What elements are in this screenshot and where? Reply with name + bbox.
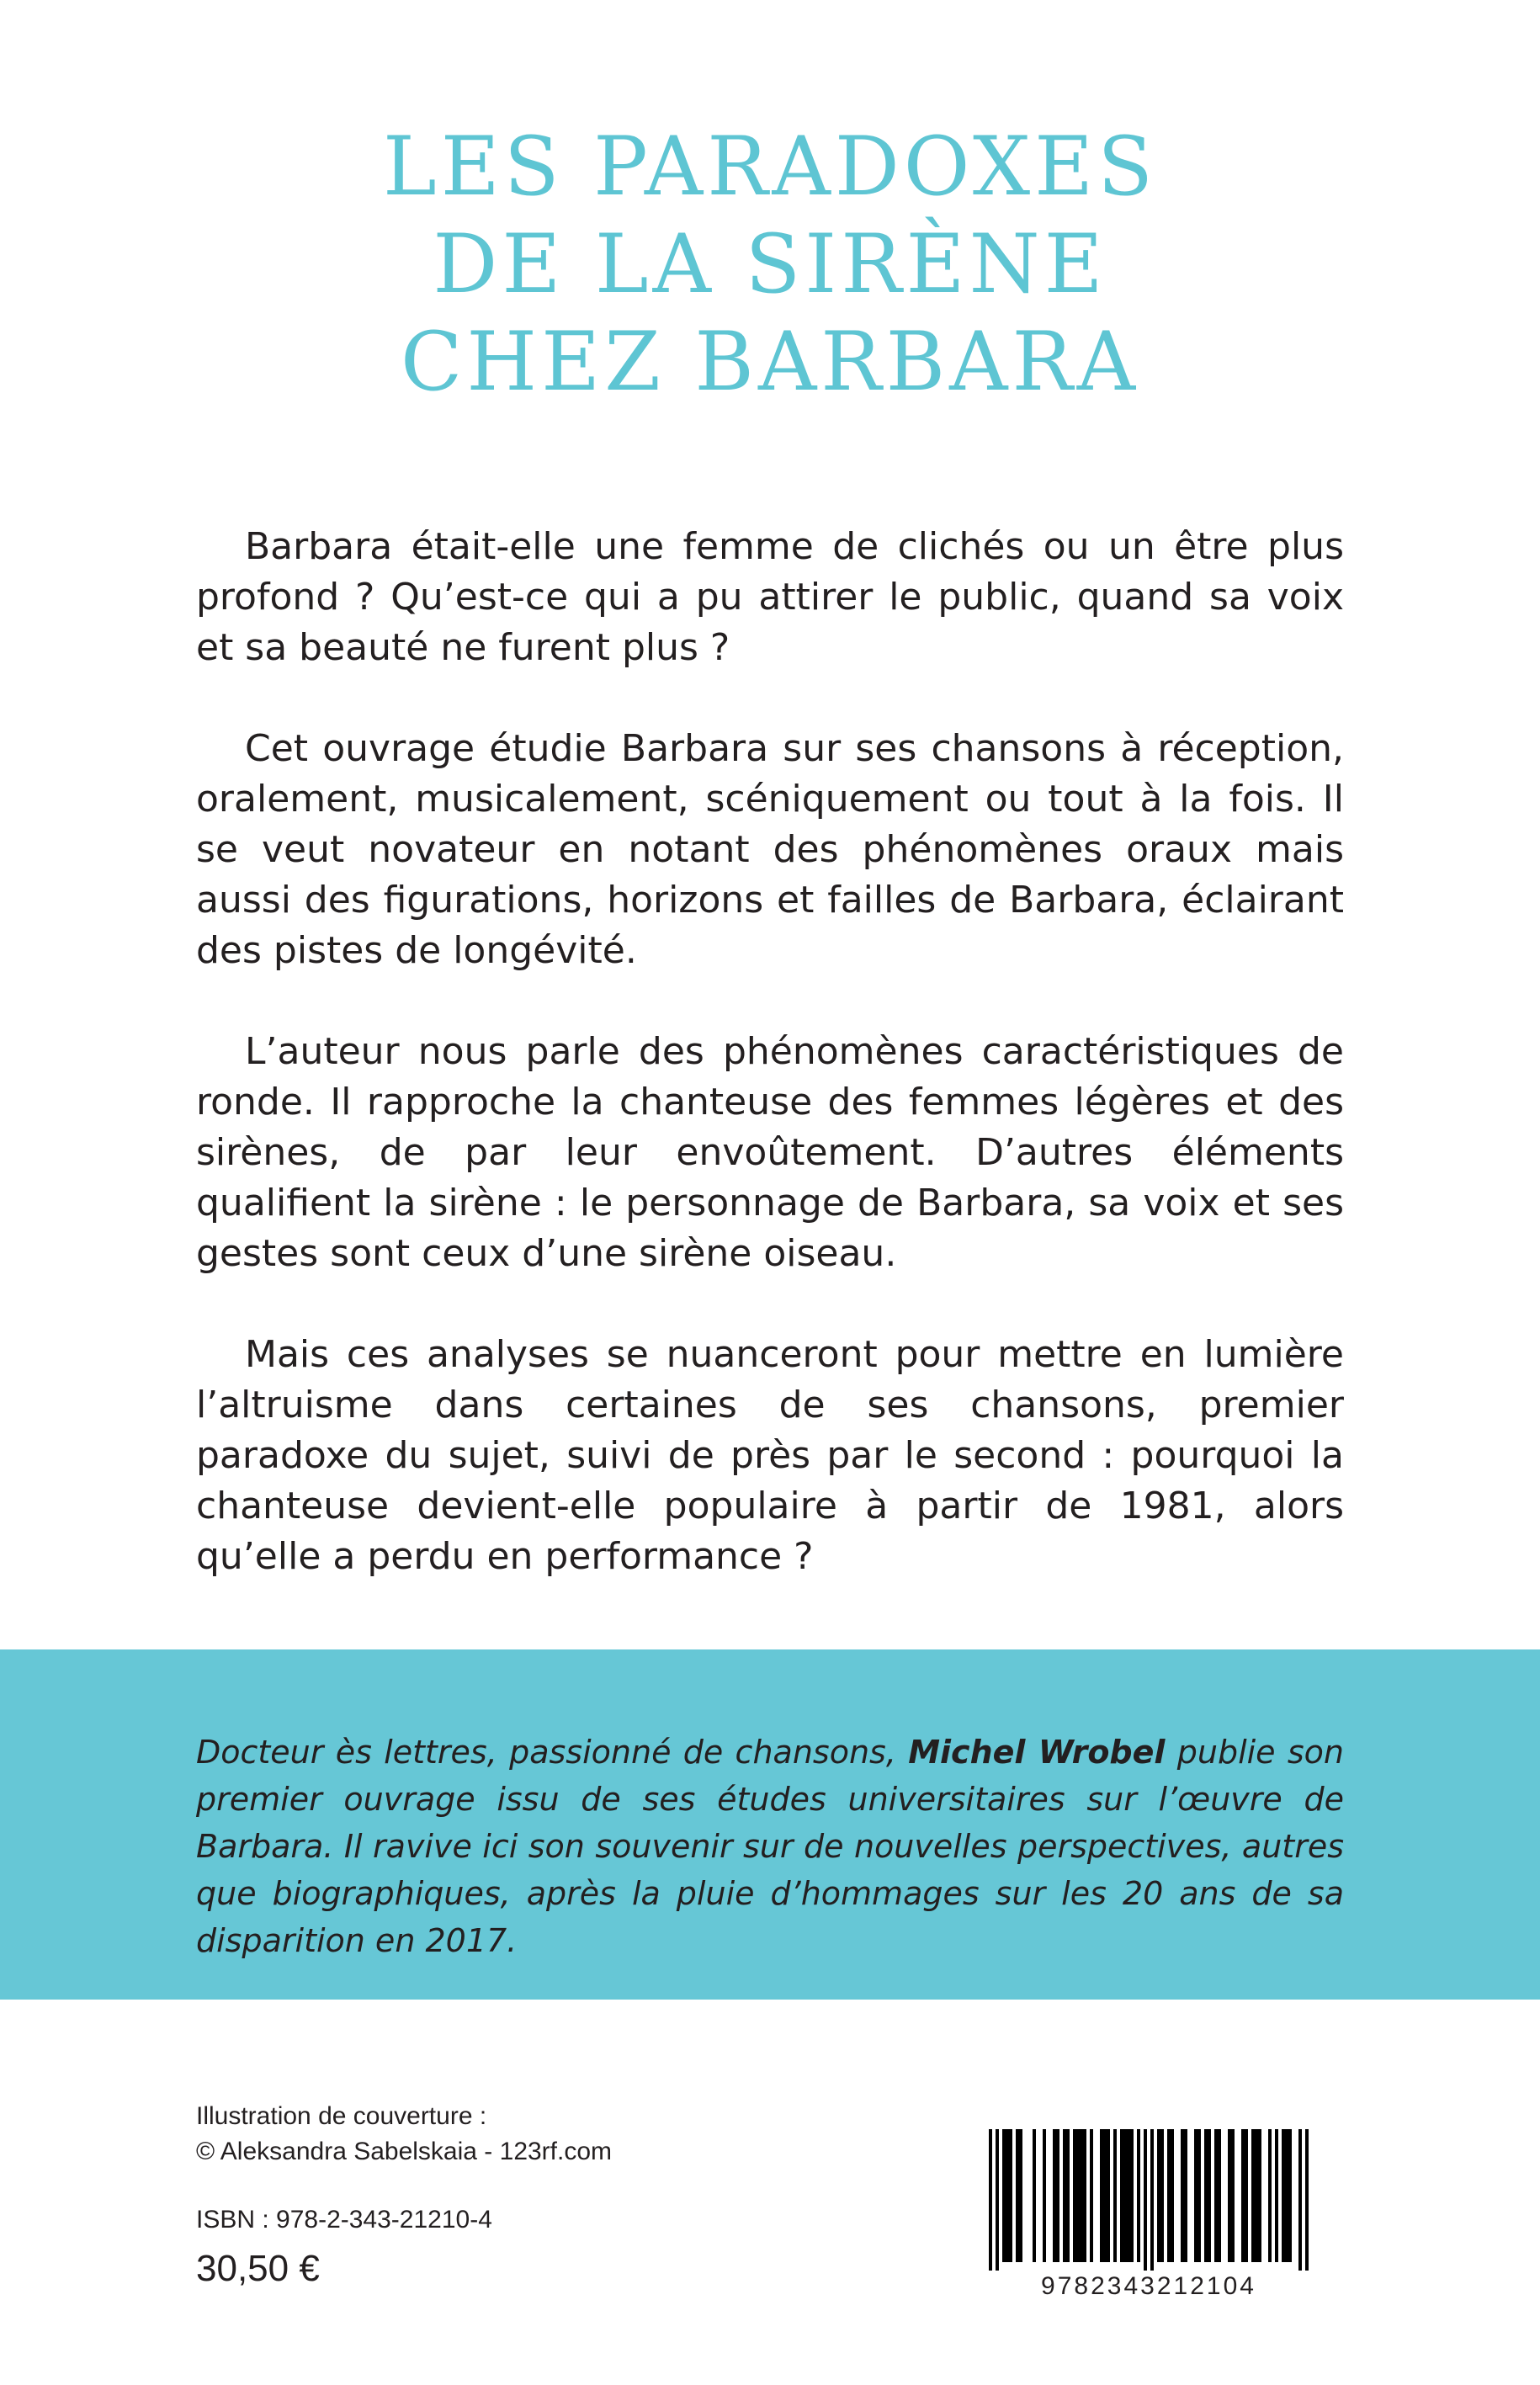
barcode-bar bbox=[1167, 2129, 1171, 2262]
barcode-bar bbox=[1144, 2129, 1147, 2271]
barcode-bar bbox=[1006, 2129, 1009, 2262]
barcode-bar bbox=[1160, 2129, 1164, 2262]
price: 30,50 € bbox=[196, 2248, 320, 2289]
barcode-bar bbox=[1043, 2129, 1046, 2262]
barcode-bar bbox=[1228, 2129, 1231, 2262]
barcode-bar bbox=[1127, 2129, 1130, 2262]
barcode-bar bbox=[1107, 2129, 1110, 2262]
barcode-bar bbox=[1009, 2129, 1012, 2262]
barcode-bar bbox=[1090, 2129, 1093, 2262]
barcode-bar bbox=[1157, 2129, 1160, 2262]
barcode-bar bbox=[1282, 2129, 1285, 2262]
barcode-bar bbox=[1255, 2129, 1258, 2262]
barcode-bar bbox=[1218, 2129, 1221, 2262]
author-name: Michel Wrobel bbox=[908, 1734, 1166, 1771]
author-bio-rest: publie son premier ouvrage issu de ses études universitaires sur l’œuvre de Barbara. Il ravive ici son souvenir sur de nouvelles perspectives, autres que biographiques, après la pluie d’hommages sur les 20 ans de sa disparition en 2017. bbox=[196, 1734, 1344, 1959]
barcode-bar bbox=[989, 2129, 992, 2271]
barcode-bar bbox=[1285, 2129, 1288, 2262]
summary-paragraph-1: Barbara était-elle une femme de clichés ou un être plus profond ? Qu’est-ce qui a pu attirer le public, quand sa voix et sa beauté ne furent plus ? bbox=[196, 525, 1344, 669]
summary-paragraph-4: Mais ces analyses se nuanceront pour mettre en lumière l’altruisme dans certaines de ses chansons, premier paradoxe du sujet, suivi de près par le second : pourquoi la chanteuse devient-elle populaire à partir de 1981, alors qu’elle a perdu en performance ? bbox=[196, 1333, 1344, 1578]
cover-credit bbox=[196, 2099, 612, 2170]
barcode-bar bbox=[1103, 2129, 1107, 2262]
barcode-bar bbox=[1056, 2129, 1059, 2262]
barcode-bar bbox=[1181, 2129, 1184, 2262]
barcode-bar bbox=[1083, 2129, 1086, 2262]
barcode-bar bbox=[1019, 2129, 1022, 2262]
author-bio-intro: Docteur ès lettres, passionné de chansons, bbox=[196, 1734, 909, 1771]
barcode-bar bbox=[1214, 2129, 1218, 2262]
barcode-bar bbox=[1197, 2129, 1201, 2262]
barcode-bar bbox=[1194, 2129, 1197, 2262]
barcode-bar bbox=[1305, 2129, 1309, 2271]
summary-paragraph-3: L’auteur nous parle des phénomènes caractéristiques de ronde. Il rapproche la chanteuse des femmes légères et des sirènes, de par leur envoûtement. D’autres éléments qualifient la sirène : le personnage de Barbara, sa voix et ses gestes sont ceux d’une sirène oiseau. bbox=[196, 1030, 1344, 1275]
credit-label: Illustration de couverture : bbox=[196, 2102, 487, 2130]
title-line-1: LES PARADOXES bbox=[383, 120, 1157, 214]
summary-paragraph-2: Cet ouvrage étudie Barbara sur ses chansons à réception, oralement, musicalement, scéniquement ou tout à la fois. Il se veut novateur en notant des phénomènes oraux mais aussi des figurations, horizons et failles de Barbara, éclairant des pistes de longévité. bbox=[196, 727, 1344, 972]
barcode-bar bbox=[1120, 2129, 1123, 2262]
barcode-bar bbox=[1063, 2129, 1066, 2262]
barcode-bar bbox=[1231, 2129, 1235, 2262]
title-line-2: DE LA SIRÈNE bbox=[433, 217, 1107, 311]
author-bio bbox=[196, 1729, 1344, 1964]
credit-value: © Aleksandra Sabelskaia - 123rf.com bbox=[196, 2138, 613, 2165]
barcode-bar bbox=[1123, 2129, 1127, 2262]
barcode-bar bbox=[1076, 2129, 1080, 2262]
barcode-bar bbox=[1184, 2129, 1187, 2262]
barcode-bar bbox=[1016, 2129, 1019, 2262]
barcode-bar bbox=[1241, 2129, 1245, 2262]
barcode-bar bbox=[1080, 2129, 1083, 2262]
barcode-bar bbox=[1053, 2129, 1056, 2262]
barcode-bar bbox=[1258, 2129, 1261, 2262]
barcode-bar bbox=[1073, 2129, 1076, 2262]
title-line-3: CHEZ BARBARA bbox=[400, 315, 1140, 409]
barcode-bar bbox=[1137, 2129, 1140, 2262]
barcode-icon bbox=[959, 2122, 1338, 2299]
barcode-bar bbox=[1033, 2129, 1036, 2262]
barcode-bar bbox=[1204, 2129, 1208, 2262]
summary bbox=[196, 522, 1344, 1633]
isbn: ISBN : 978-2-343-21210-4 bbox=[196, 2206, 492, 2234]
barcode-bar bbox=[1113, 2129, 1117, 2262]
barcode-bar bbox=[996, 2129, 999, 2271]
barcode-bar bbox=[1288, 2129, 1292, 2262]
barcode-bar bbox=[1171, 2129, 1174, 2262]
book-title bbox=[0, 118, 1540, 411]
barcode-bar bbox=[1275, 2129, 1278, 2262]
barcode-bar bbox=[1298, 2129, 1302, 2271]
barcode-bar bbox=[1130, 2129, 1134, 2262]
barcode-bar bbox=[1066, 2129, 1070, 2262]
barcode-bar bbox=[1100, 2129, 1103, 2262]
barcode-bar bbox=[1268, 2129, 1272, 2262]
barcode-bar bbox=[1251, 2129, 1255, 2262]
barcode-bar bbox=[1150, 2129, 1154, 2271]
barcode-bar bbox=[1002, 2129, 1006, 2262]
barcode-bar bbox=[1245, 2129, 1248, 2262]
barcode-bar bbox=[1208, 2129, 1211, 2262]
barcode-digits: 9782343212104 bbox=[1041, 2272, 1256, 2299]
